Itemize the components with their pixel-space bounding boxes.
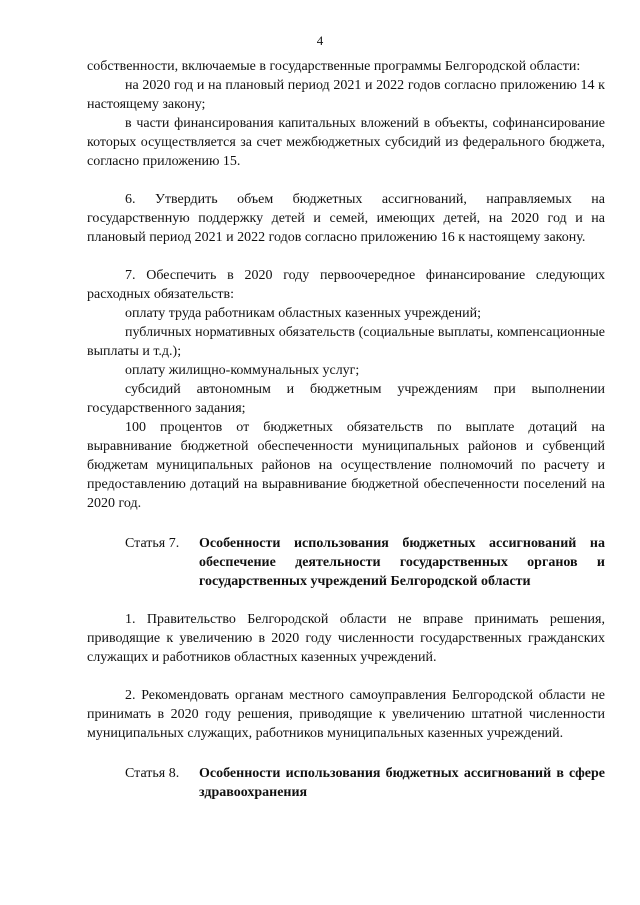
paragraph: собственности, включаемые в государственные программы Белгородской области: bbox=[87, 59, 581, 74]
paragraph: в части финансирования капитальных вложений в объекты, софинансирование которых осуществляется за счет межбюджетных субсидий из федерального бюджета, согласно приложению 15. bbox=[87, 116, 605, 169]
list-item: 100 процентов от бюджетных обязательств по выплате дотаций на выравнивание бюджетной обеспеченности муниципальных районов и субвенций бюджетам муниципальных районов на осуществление полномочий по расчету и предоставлению дотаций на выравнивание бюджетной обеспеченности поселений на 2020 год. bbox=[87, 420, 605, 511]
list-item: публичных нормативных обязательств (социальные выплаты, компенсационные выплаты и т.д.); bbox=[87, 325, 605, 359]
paragraph: на 2020 год и на плановый период 2021 и 2022 годов согласно приложению 14 к настоящему закону; bbox=[87, 78, 605, 112]
page-number: 4 bbox=[316, 33, 324, 48]
list-item: оплату труда работникам областных казенных учреждений; bbox=[125, 306, 482, 321]
document-body bbox=[87, 57, 605, 802]
article-title: Особенности использования бюджетных ассигнований в сфере здравоохранения bbox=[199, 766, 605, 800]
paragraph-item-6: 6. Утвердить объем бюджетных ассигнований, направляемых на государственную поддержку детей и семей, имеющих детей, на 2020 год и на плановый период 2021 и 2022 годов согласно приложению 16 к настоящему закону. bbox=[87, 192, 605, 245]
article-title: Особенности использования бюджетных ассигнований на обеспечение деятельности государственных органов и государственных учреждений Белгородской области bbox=[199, 536, 605, 589]
article-label: Статья 8. bbox=[125, 766, 180, 781]
paragraph-item-7: 7. Обеспечить в 2020 году первоочередное финансирование следующих расходных обязательств: bbox=[87, 268, 605, 302]
paragraph: 1. Правительство Белгородской области не вправе принимать решения, приводящие к увеличению в 2020 году численности государственных гражданских служащих и работников областных казенных учреждений. bbox=[87, 612, 605, 665]
list-item: субсидий автономным и бюджетным учреждениям при выполнении государственного задания; bbox=[87, 382, 605, 416]
list-item: оплату жилищно-коммунальных услуг; bbox=[125, 363, 360, 378]
article-label: Статья 7. bbox=[125, 536, 180, 551]
article-7-heading bbox=[87, 534, 605, 591]
article-8-heading bbox=[87, 764, 605, 802]
paragraph: 2. Рекомендовать органам местного самоуправления Белгородской области не принимать в 2020 году решения, приводящие к увеличению штатной численности муниципальных служащих, работников муниципальных казенных учреждений. bbox=[87, 688, 605, 741]
